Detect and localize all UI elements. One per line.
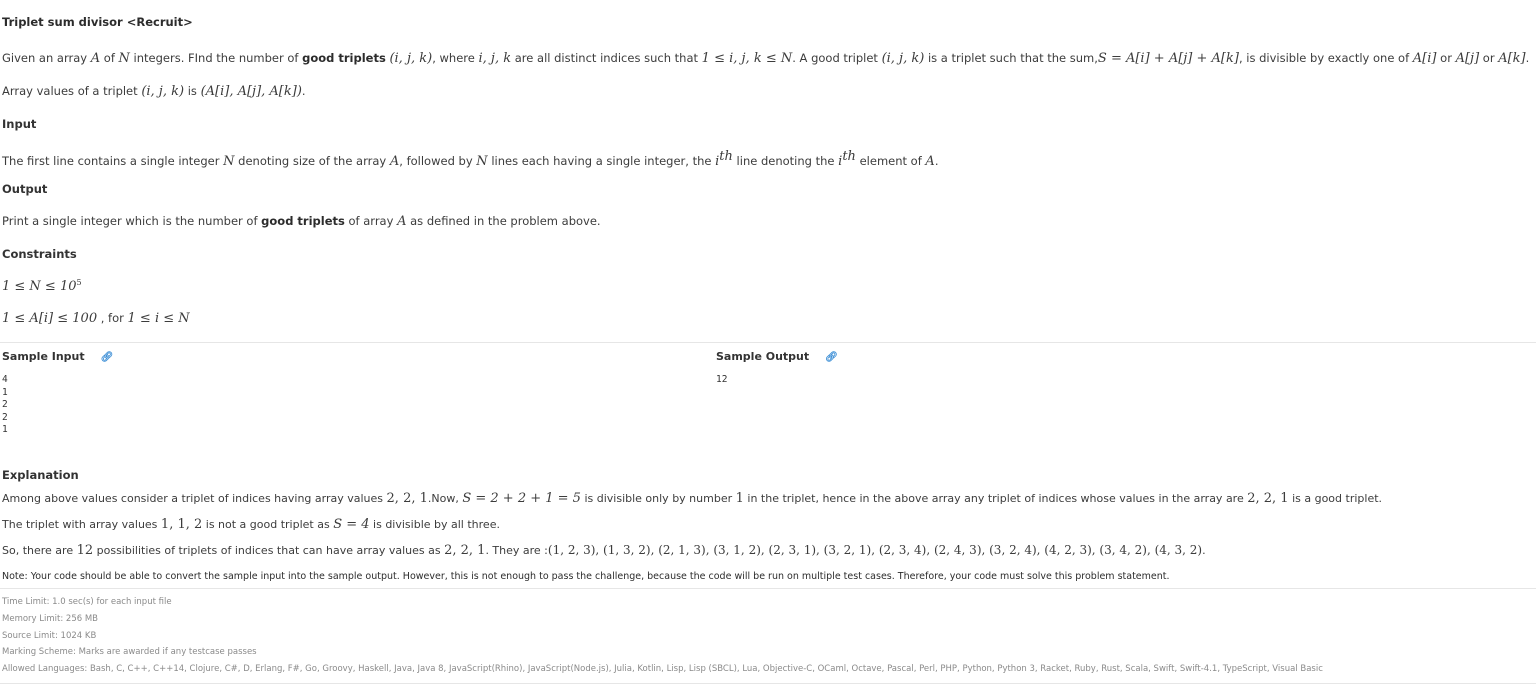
- input-description: The first line contains a single integer N denoting size of the array A, followed by N lines each having a single integer, the $i^{th}$ line denoting the $i^{th}$ element of A.: [2, 149, 939, 169]
- source-limit: Source Limit: 1024 KB: [2, 631, 97, 641]
- memory-limit: Memory Limit: 256 MB: [2, 614, 98, 624]
- explanation-line-1: Among above values consider a triplet of indices having array values 2, 2, 1.Now, S = 2 + 2 + 1 = 5 is divisible only by number 1 in the triplet, hence in the above array any triplet of indices whose values in the array are 2, 2, 1 is a good triplet.: [2, 491, 1383, 506]
- sample-output-label: Sample Output 🔗︎: [716, 350, 838, 363]
- explanation-heading: Explanation: [2, 468, 79, 482]
- divider: [0, 342, 1536, 343]
- divider: [0, 588, 1536, 589]
- note-text: Note: Your code should be able to convert the sample input into the sample output. However, this is not enough to pass the challenge, because the code will be run on multiple test cases. Therefore, your code must solve this problem statement.: [2, 571, 1170, 582]
- statement-paragraph-1: Given an array A of N integers. FInd the number of good triplets (i, j, k), where i, j, k are all distinct indices such that 1 ≤ i, j, k ≤ N. A good triplet (i, j, k) is a triplet such that the sum,S = A[i] + A[j] + A[k], is divisible by exactly one of A[i] or A[j] or A[k].: [2, 51, 1530, 66]
- sample-input-content: 4 1 2 2 1: [2, 374, 8, 435]
- explanation-line-3: So, there are 12 possibilities of triplets of indices that can have array values as 2, 2, 1. They are :(1, 2, 3), (1, 3, 2), (2, 1, 3), (3, 1, 2), (2, 3, 1), (3, 2, 1), (2, 3, 4), (2, 4, 3), (3, 2, 4), (4, 2, 3), (3, 4, 2), (4, 3, 2).: [2, 543, 1206, 558]
- link-icon[interactable]: 🔗︎: [100, 351, 114, 363]
- marking-scheme: Marking Scheme: Marks are awarded if any testcase passes: [2, 647, 257, 657]
- output-heading: Output: [2, 182, 48, 196]
- input-heading: Input: [2, 117, 37, 131]
- sample-input-label: Sample Input 🔗︎: [2, 350, 114, 363]
- link-icon[interactable]: 🔗︎: [825, 351, 838, 363]
- constraint-a: 1 ≤ A[i] ≤ 100 , for 1 ≤ i ≤ N: [2, 311, 190, 326]
- explanation-line-2: The triplet with array values 1, 1, 2 is not a good triplet as S = 4 is divisible by all three.: [2, 517, 500, 532]
- problem-title: Triplet sum divisor <Recruit>: [2, 15, 193, 29]
- time-limit: Time Limit: 1.0 sec(s) for each input file: [2, 597, 172, 607]
- output-description: Print a single integer which is the number of good triplets of array A as defined in the problem above.: [2, 214, 601, 229]
- statement-paragraph-2: Array values of a triplet (i, j, k) is (A[i], A[j], A[k]).: [2, 84, 306, 99]
- sample-output-content: 12: [716, 374, 728, 385]
- allowed-languages: Allowed Languages: Bash, C, C++, C++14, Clojure, C#, D, Erlang, F#, Go, Groovy, Haskell, Java, Java 8, JavaScript(Rhino), JavaScript(Node.js), Julia, Kotlin, Lisp, Lisp (SBCL), Lua, Objective-C, OCaml, Octave, Pascal, Perl, PHP, Python, Python 3, Racket, Ruby, Rust, Scala, Swift, Swift-4.1, TypeScript, Visual Basic: [2, 664, 1323, 674]
- constraints-heading: Constraints: [2, 247, 77, 261]
- constraint-n: $1 \le N \le 10^5$: [2, 278, 82, 294]
- divider: [0, 683, 1536, 684]
